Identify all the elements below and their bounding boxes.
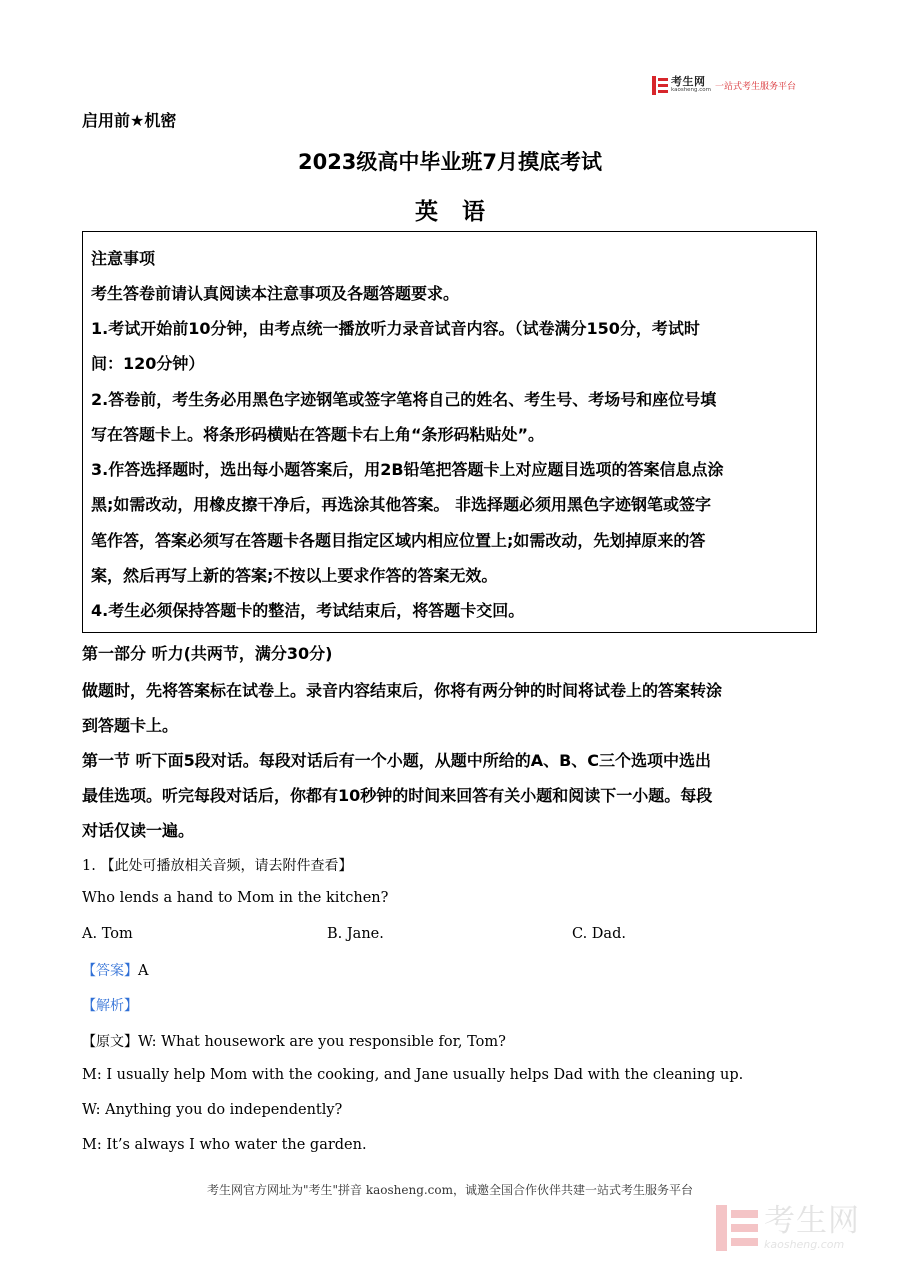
transcript-line: M: It’s always I who water the garden. [82, 1137, 367, 1153]
transcript-text: W: What housework are you responsible for, Tom? [138, 1034, 506, 1050]
notice-line: 2.答卷前，考生务必用黑色字迹钢笔或签字笔将自己的姓名、考生号、考场号和座位号填 [91, 390, 717, 409]
answer-label: 【答案】 [82, 963, 138, 979]
notice-line: 案，然后再写上新的答案;不按以上要求作答的答案无效。 [91, 566, 498, 585]
audio-note[interactable]: 【此处可播放相关音频，请去附件查看】 [100, 858, 353, 874]
watermark-name: 考生网 [764, 1203, 860, 1239]
section1-instruction: 对话仅读一遍。 [82, 821, 195, 840]
transcript-line: M: I usually help Mom with the cooking, and Jane usually helps Dad with the cleaning up. [82, 1067, 744, 1083]
part1-heading: 第一部分 听力(共两节，满分30分) [82, 644, 333, 663]
question-number: 1. [82, 858, 96, 874]
notice-line: 考生答卷前请认真阅读本注意事项及各题答题要求。 [91, 284, 460, 303]
page-footer: 考生网官方网址为"考生"拼音 kaosheng.com，诚邀全国合作伙伴共建一站式考生服务平台 [206, 1183, 694, 1197]
notice-line: 间：120分钟） [91, 354, 205, 373]
part1-instruction: 到答题卡上。 [82, 716, 179, 735]
notice-line: 写在答题卡上。将条形码横贴在答题卡右上角“条形码粘贴处”。 [91, 425, 545, 444]
watermark [716, 1205, 860, 1251]
logo-name: 考生网 [671, 75, 706, 89]
logo-url: kaosheng.com [671, 87, 712, 94]
option-b: B. Jane. [327, 926, 384, 942]
header-logo [652, 74, 796, 96]
notice-line: 黑;如需改动，用橡皮擦干净后，再选涂其他答案。 非选择题必须用黑色字迹钢笔或签字 [91, 495, 711, 514]
analysis-label: 【解析】 [82, 998, 138, 1014]
part1-instruction: 做题时，先将答案标在试卷上。录音内容结束后，你将有两分钟的时间将试卷上的答案转涂 [82, 681, 723, 700]
watermark-url: kaosheng.com [764, 1238, 845, 1251]
exam-subject: 英语 [415, 199, 509, 225]
transcript-line [82, 1031, 506, 1051]
answer-value: A [138, 963, 149, 979]
transcript-line: W: Anything you do independently? [82, 1102, 343, 1118]
answer-row [82, 960, 148, 980]
exam-title: 2023级高中毕业班7月摸底考试 [297, 150, 603, 174]
option-c: C. Dad. [572, 926, 626, 942]
notice-line: 4.考生必须保持答题卡的整洁，考试结束后，将答题卡交回。 [91, 601, 525, 620]
section1-instruction: 第一节 听下面5段对话。每段对话后有一个小题，从题中所给的A、B、C三个选项中选出 [82, 751, 712, 770]
notice-line: 3.作答选择题时，选出每小题答案后，用2B铅笔把答题卡上对应题目选项的答案信息点涂 [91, 460, 724, 479]
logo-slogan: 一站式考生服务平台 [715, 81, 797, 92]
option-a: A. Tom [82, 926, 133, 942]
question-stem: Who lends a hand to Mom in the kitchen? [82, 890, 389, 906]
notice-line: 1.考试开始前10分钟，由考点统一播放听力录音试音内容。（试卷满分150分，考试时 [91, 319, 700, 338]
secret-label: 启用前★机密 [82, 111, 177, 130]
question-1-header [82, 855, 352, 875]
section1-instruction: 最佳选项。听完每段对话后，你都有10秒钟的时间来回答有关小题和阅读下一小题。每段 [82, 786, 713, 805]
notice-heading: 注意事项 [91, 249, 156, 268]
notice-line: 笔作答，答案必须写在答题卡各题目指定区域内相应位置上;如需改动，先划掉原来的答 [91, 531, 706, 550]
kaosheng-watermark-icon [716, 1205, 758, 1251]
transcript-label: 【原文】 [82, 1034, 138, 1050]
kaosheng-logo-icon [652, 76, 668, 95]
